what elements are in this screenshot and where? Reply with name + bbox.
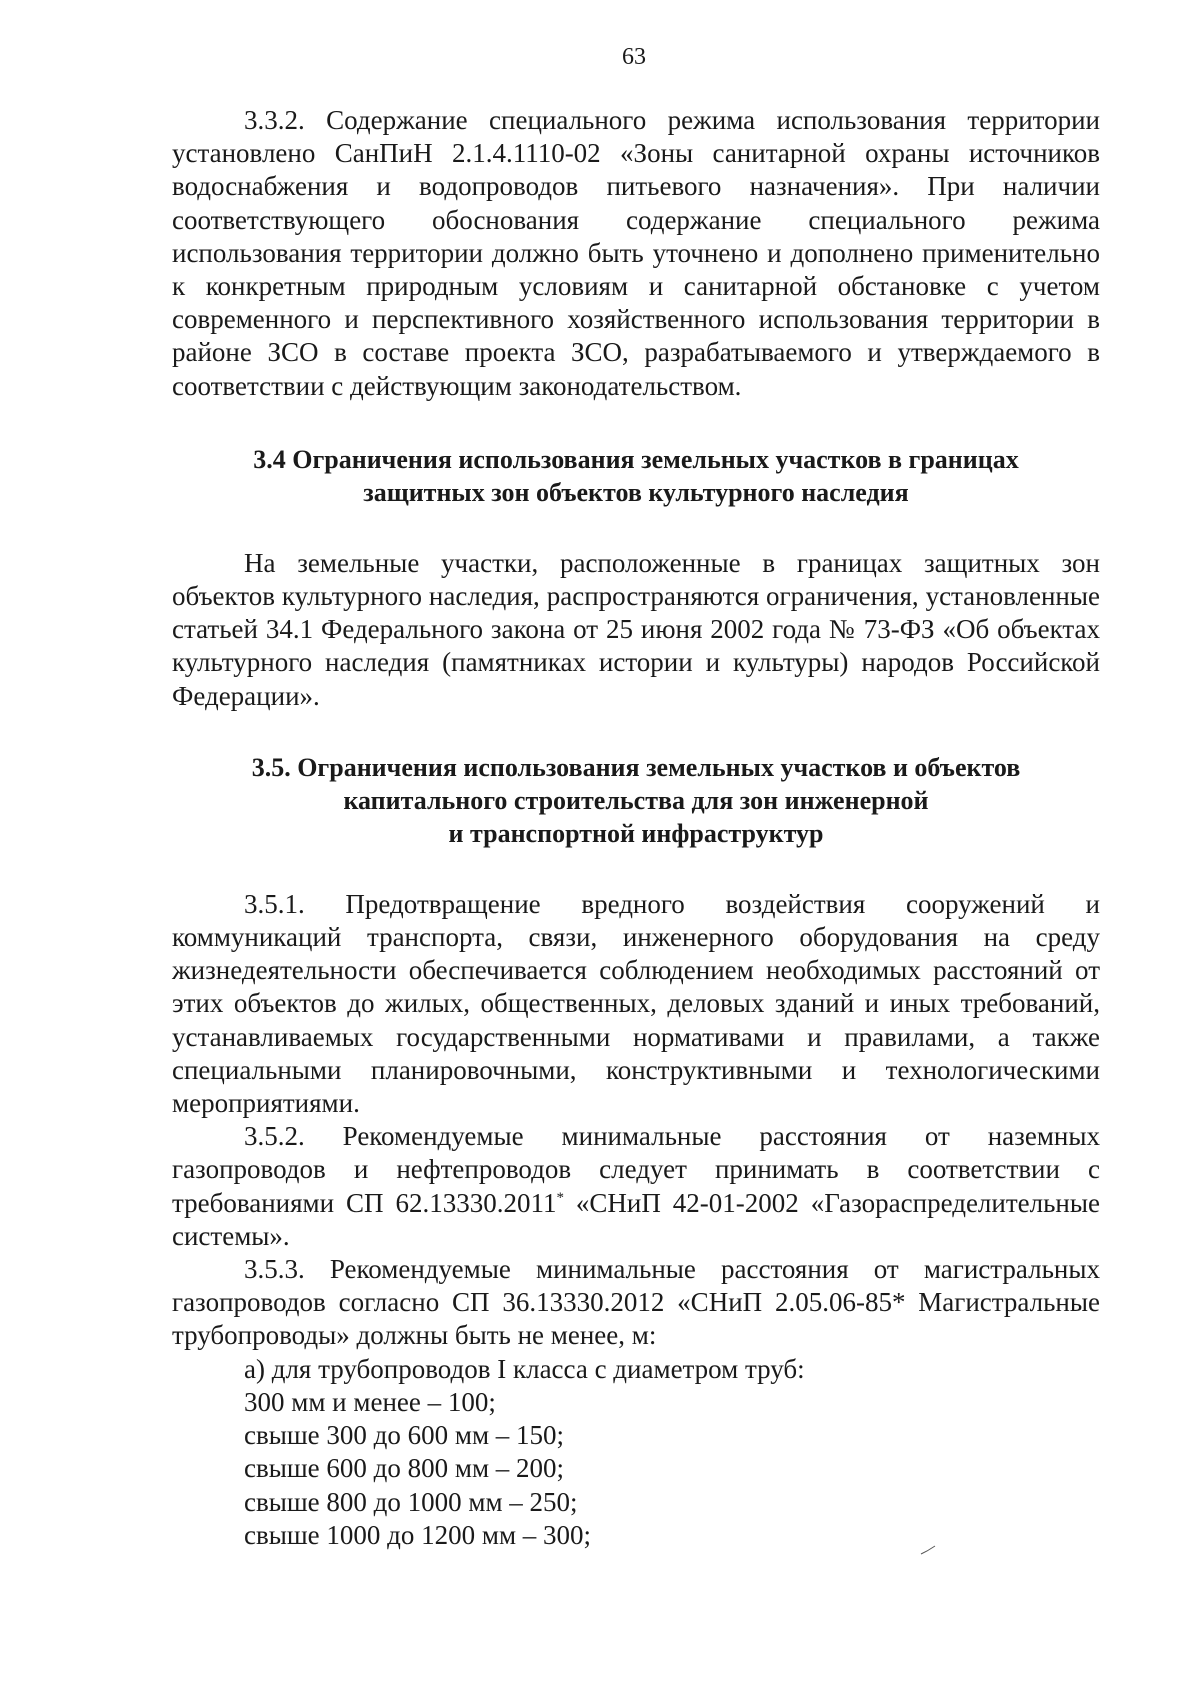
list-item: свыше 600 до 800 мм – 200; (244, 1453, 565, 1484)
distance-list (172, 1353, 1100, 1552)
paragraph-3-5-2-text-end: «СНиП 42-01-2002 «Газораспределительные системы». (172, 1187, 1100, 1251)
heading-3-5-line-1: 3.5. Ограничения использования земельных участков и объектов (251, 752, 1021, 782)
document-body (172, 104, 1100, 1552)
section-heading-3-4 (172, 443, 1100, 509)
list-item: свыше 300 до 600 мм – 150; (244, 1420, 565, 1451)
page-number: 63 (622, 44, 646, 70)
heading-3-4-line-2: защитных зон объектов культурного наследия (363, 477, 909, 507)
paragraph-3-4: На земельные участки, расположенные в границах защитных зон объектов культурного наследия, распространяются ограничения, установленные статьей 34.1 Федерального закона от 25 июня 2002 года № 73-ФЗ «Об объектах культурного наследия (памятниках истории и культуры) народов Российской Федерации». (172, 547, 1100, 711)
pen-mark-icon (920, 1545, 936, 1555)
heading-3-4-line-1: 3.4 Ограничения использования земельных участков в границах (253, 444, 1019, 474)
heading-3-5-line-2: капитального строительства для зон инженерной (343, 785, 929, 815)
paragraph-3-5-2 (172, 1120, 1100, 1253)
paragraph-3-5-1: 3.5.1. Предотвращение вредного воздействия сооружений и коммуникаций транспорта, связи, инженерного оборудования на среду жизнедеятельности обеспечивается соблюдением необходимых расстояний от этих объектов до жилых, общественных, деловых зданий и иных требований, устанавливаемых государственными нормативами и правилами, а также специальными планировочными, конструктивными и технологическими мероприятиями. (172, 888, 1100, 1119)
paragraph-3-3-2: 3.3.2. Содержание специального режима использования территории установлено СанПиН 2.1.4.1110-02 «Зоны санитарной охраны источников водоснабжения и водопроводов питьевого назначения». При наличии соответствующего обоснования содержание специального режима использования территории должно быть уточнено и дополнено применительно к конкретным природным условиям и санитарной обстановке с учетом современного и перспективного хозяйственного использования территории в районе ЗСО в составе проекта ЗСО, разрабатываемого и утверждаемого в соответствии с действующим законодательством. (172, 105, 1100, 401)
paragraph-3-5-2-text: 3.5.2. Рекомендуемые минимальные расстояния от наземных газопроводов и нефтепроводов следует принимать в соответствии с требованиями СП 62.13330.2011 (172, 1121, 1100, 1218)
heading-3-5-line-3: и транспортной инфраструктур (448, 818, 824, 848)
list-item: свыше 800 до 1000 мм – 250; (244, 1486, 578, 1517)
list-item: 300 мм и менее – 100; (244, 1386, 496, 1417)
footnote-asterisk: * (556, 1189, 564, 1206)
section-heading-3-5 (172, 751, 1100, 850)
list-item: свыше 1000 до 1200 мм – 300; (244, 1519, 592, 1550)
list-item: а) для трубопроводов I класса с диаметром труб: (244, 1353, 805, 1384)
paragraph-3-5-3: 3.5.3. Рекомендуемые минимальные расстояния от магистральных газопроводов согласно СП 36.13330.2012 «СНиП 2.05.06-85* Магистральные трубопроводы» должны быть не менее, м: (172, 1254, 1100, 1351)
